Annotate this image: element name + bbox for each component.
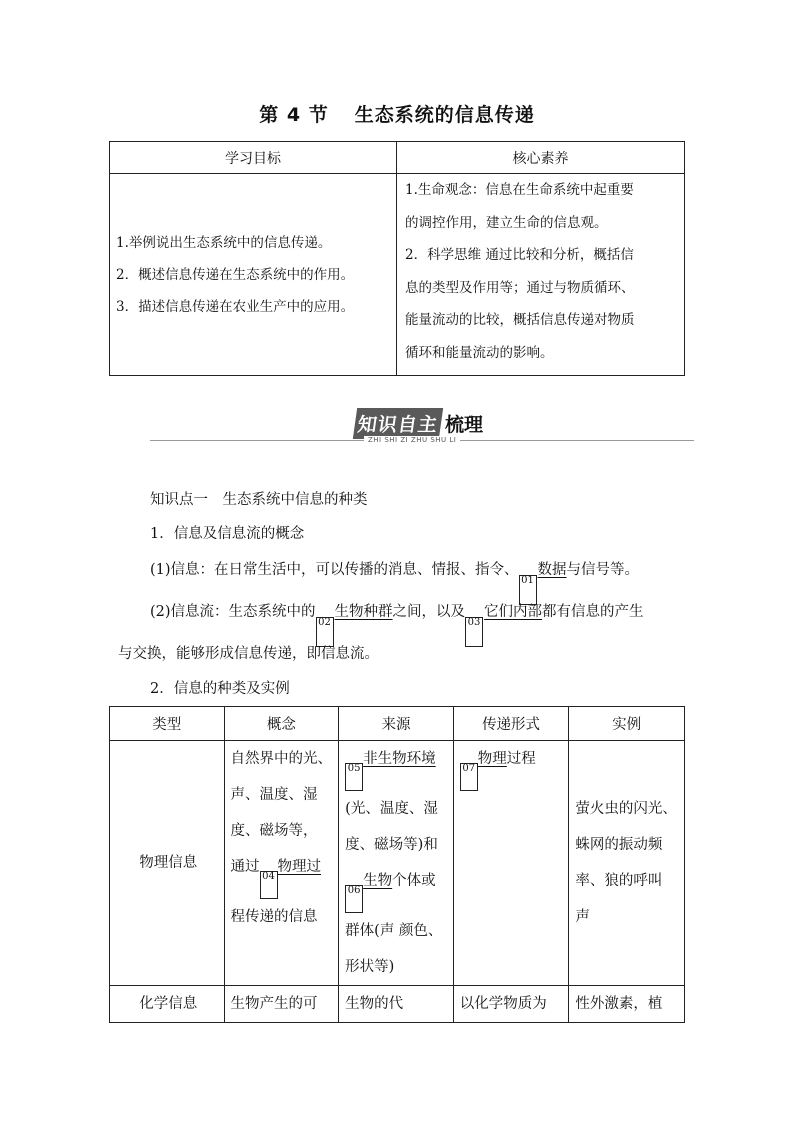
type-physical: 物理信息 <box>110 741 225 986</box>
form-chemical: 以化学物质为 <box>453 986 569 1023</box>
cell-line <box>345 741 450 791</box>
section-title: 生态系统的信息传递 <box>354 104 535 126</box>
concept-physical <box>224 741 339 986</box>
cell-line: 萤火虫的闪光、 <box>575 801 677 817</box>
goal-item: 2．概述信息传递在生态系统中的作用。 <box>116 266 355 283</box>
answer-text: 非生物环境 <box>363 751 436 767</box>
core-literacy-cell <box>397 174 685 376</box>
text: (2)信息流：生态系统中的 <box>150 604 316 620</box>
example-chemical: 性外激素，植 <box>569 986 685 1023</box>
text: 通过 <box>230 859 260 875</box>
answer-text: 生物 <box>363 873 393 889</box>
example-physical <box>569 741 685 986</box>
section-number: 第 4 节 <box>259 104 329 126</box>
literacy-line: 循环和能量流动的影响。 <box>405 344 554 361</box>
cell-line <box>345 863 450 913</box>
literacy-line: 能量流动的比较，概括信息传递对物质 <box>405 312 635 328</box>
concept-chemical: 生物产生的可 <box>224 986 339 1023</box>
fill-blank-02[interactable]: 02 <box>316 617 334 647</box>
source-chemical: 生物的代 <box>339 986 454 1023</box>
col-header-form: 传递形式 <box>453 707 569 741</box>
fill-blank-06[interactable]: 06 <box>345 885 363 913</box>
source-physical <box>339 741 454 986</box>
cell-line: 蛛网的振动频 <box>575 837 663 853</box>
fill-blank-07[interactable]: 07 <box>460 763 478 791</box>
col-header-example: 实例 <box>569 707 685 741</box>
goals-header-left: 学习目标 <box>110 142 397 174</box>
knowledge-heading: 知识点一 生态系统中信息的种类 <box>150 492 368 508</box>
text: 传递的信息 <box>245 909 318 925</box>
literacy-line: 息的类型及作用等；通过与物质循环、 <box>405 279 635 296</box>
literacy-line: 1.生命观念：信息在生命系统中起重要 <box>405 182 634 198</box>
text: 个体或 <box>392 873 436 889</box>
literacy-line: 2．科学思维 通过比较和分析，概括信 <box>405 247 634 263</box>
literacy-line: 的调控作用，建立生命的信息观。 <box>405 214 608 231</box>
col-header-source: 来源 <box>339 707 454 741</box>
cell-line: 群体(声 颜色、 <box>345 923 443 939</box>
information-types-table <box>109 706 685 1023</box>
subheading-types: 2．信息的种类及实例 <box>150 681 290 697</box>
form-physical <box>453 741 569 986</box>
type-chemical: 化学信息 <box>110 986 225 1023</box>
text: 之间，以及 <box>392 604 466 620</box>
banner-pinyin: ZHI SHI ZI ZHU SHU LI <box>364 436 460 444</box>
cell-line: 自然界中的光、 <box>230 751 333 767</box>
subheading-concepts: 1．信息及信息流的概念 <box>150 526 305 542</box>
learning-goals-cell <box>110 174 397 376</box>
cell-line: 率、狼的呼叫 <box>575 873 663 889</box>
cell-line <box>231 899 336 935</box>
fill-blank-04[interactable]: 04 <box>260 871 278 899</box>
cell-line: (光、温度、湿 <box>345 801 438 817</box>
answer-text: 它们内部 <box>484 604 543 620</box>
cell-line: 度、磁场等， <box>230 823 318 839</box>
cell-line <box>460 741 566 791</box>
goals-table <box>109 141 685 376</box>
cell-line: 形状等) <box>345 959 395 975</box>
paragraph-information <box>150 558 639 605</box>
cell-line: 声、温度、湿 <box>230 787 318 803</box>
banner-boxed-text: 知识自主 <box>353 408 443 439</box>
paragraph-information-flow <box>150 600 644 647</box>
paragraph-continuation: 与交换，能够形成信息传递，即信息流。 <box>118 646 379 662</box>
text: 与信号等。 <box>566 562 640 578</box>
goal-item: 3．描述信息传递在农业生产中的应用。 <box>116 298 355 315</box>
cell-line <box>231 849 336 899</box>
goals-header-right: 核心素养 <box>397 142 685 174</box>
text: (1)信息：在日常生活中，可以传播的消息、情报、指令、 <box>150 562 519 578</box>
answer-text: 物理 <box>477 751 507 767</box>
text: 过程 <box>506 751 536 767</box>
page-title <box>0 100 794 127</box>
answer-text: 生物种群 <box>334 604 393 620</box>
col-header-concept: 概念 <box>224 707 339 741</box>
answer-text: 物理过 <box>277 859 322 875</box>
cell-line: 声 <box>575 909 590 925</box>
banner-tail-text: 梳理 <box>445 414 484 436</box>
text: 都有信息的产生 <box>542 604 644 620</box>
answer-text: 程 <box>230 909 246 925</box>
fill-blank-01[interactable]: 01 <box>519 575 537 605</box>
fill-blank-03[interactable]: 03 <box>465 617 483 647</box>
cell-line: 度、磁场等)和 <box>345 837 438 853</box>
col-header-type: 类型 <box>110 707 225 741</box>
answer-text: 数据 <box>537 562 567 578</box>
goal-item: 1.举例说出生态系统中的信息传递。 <box>116 234 332 251</box>
fill-blank-05[interactable]: 05 <box>345 763 363 791</box>
